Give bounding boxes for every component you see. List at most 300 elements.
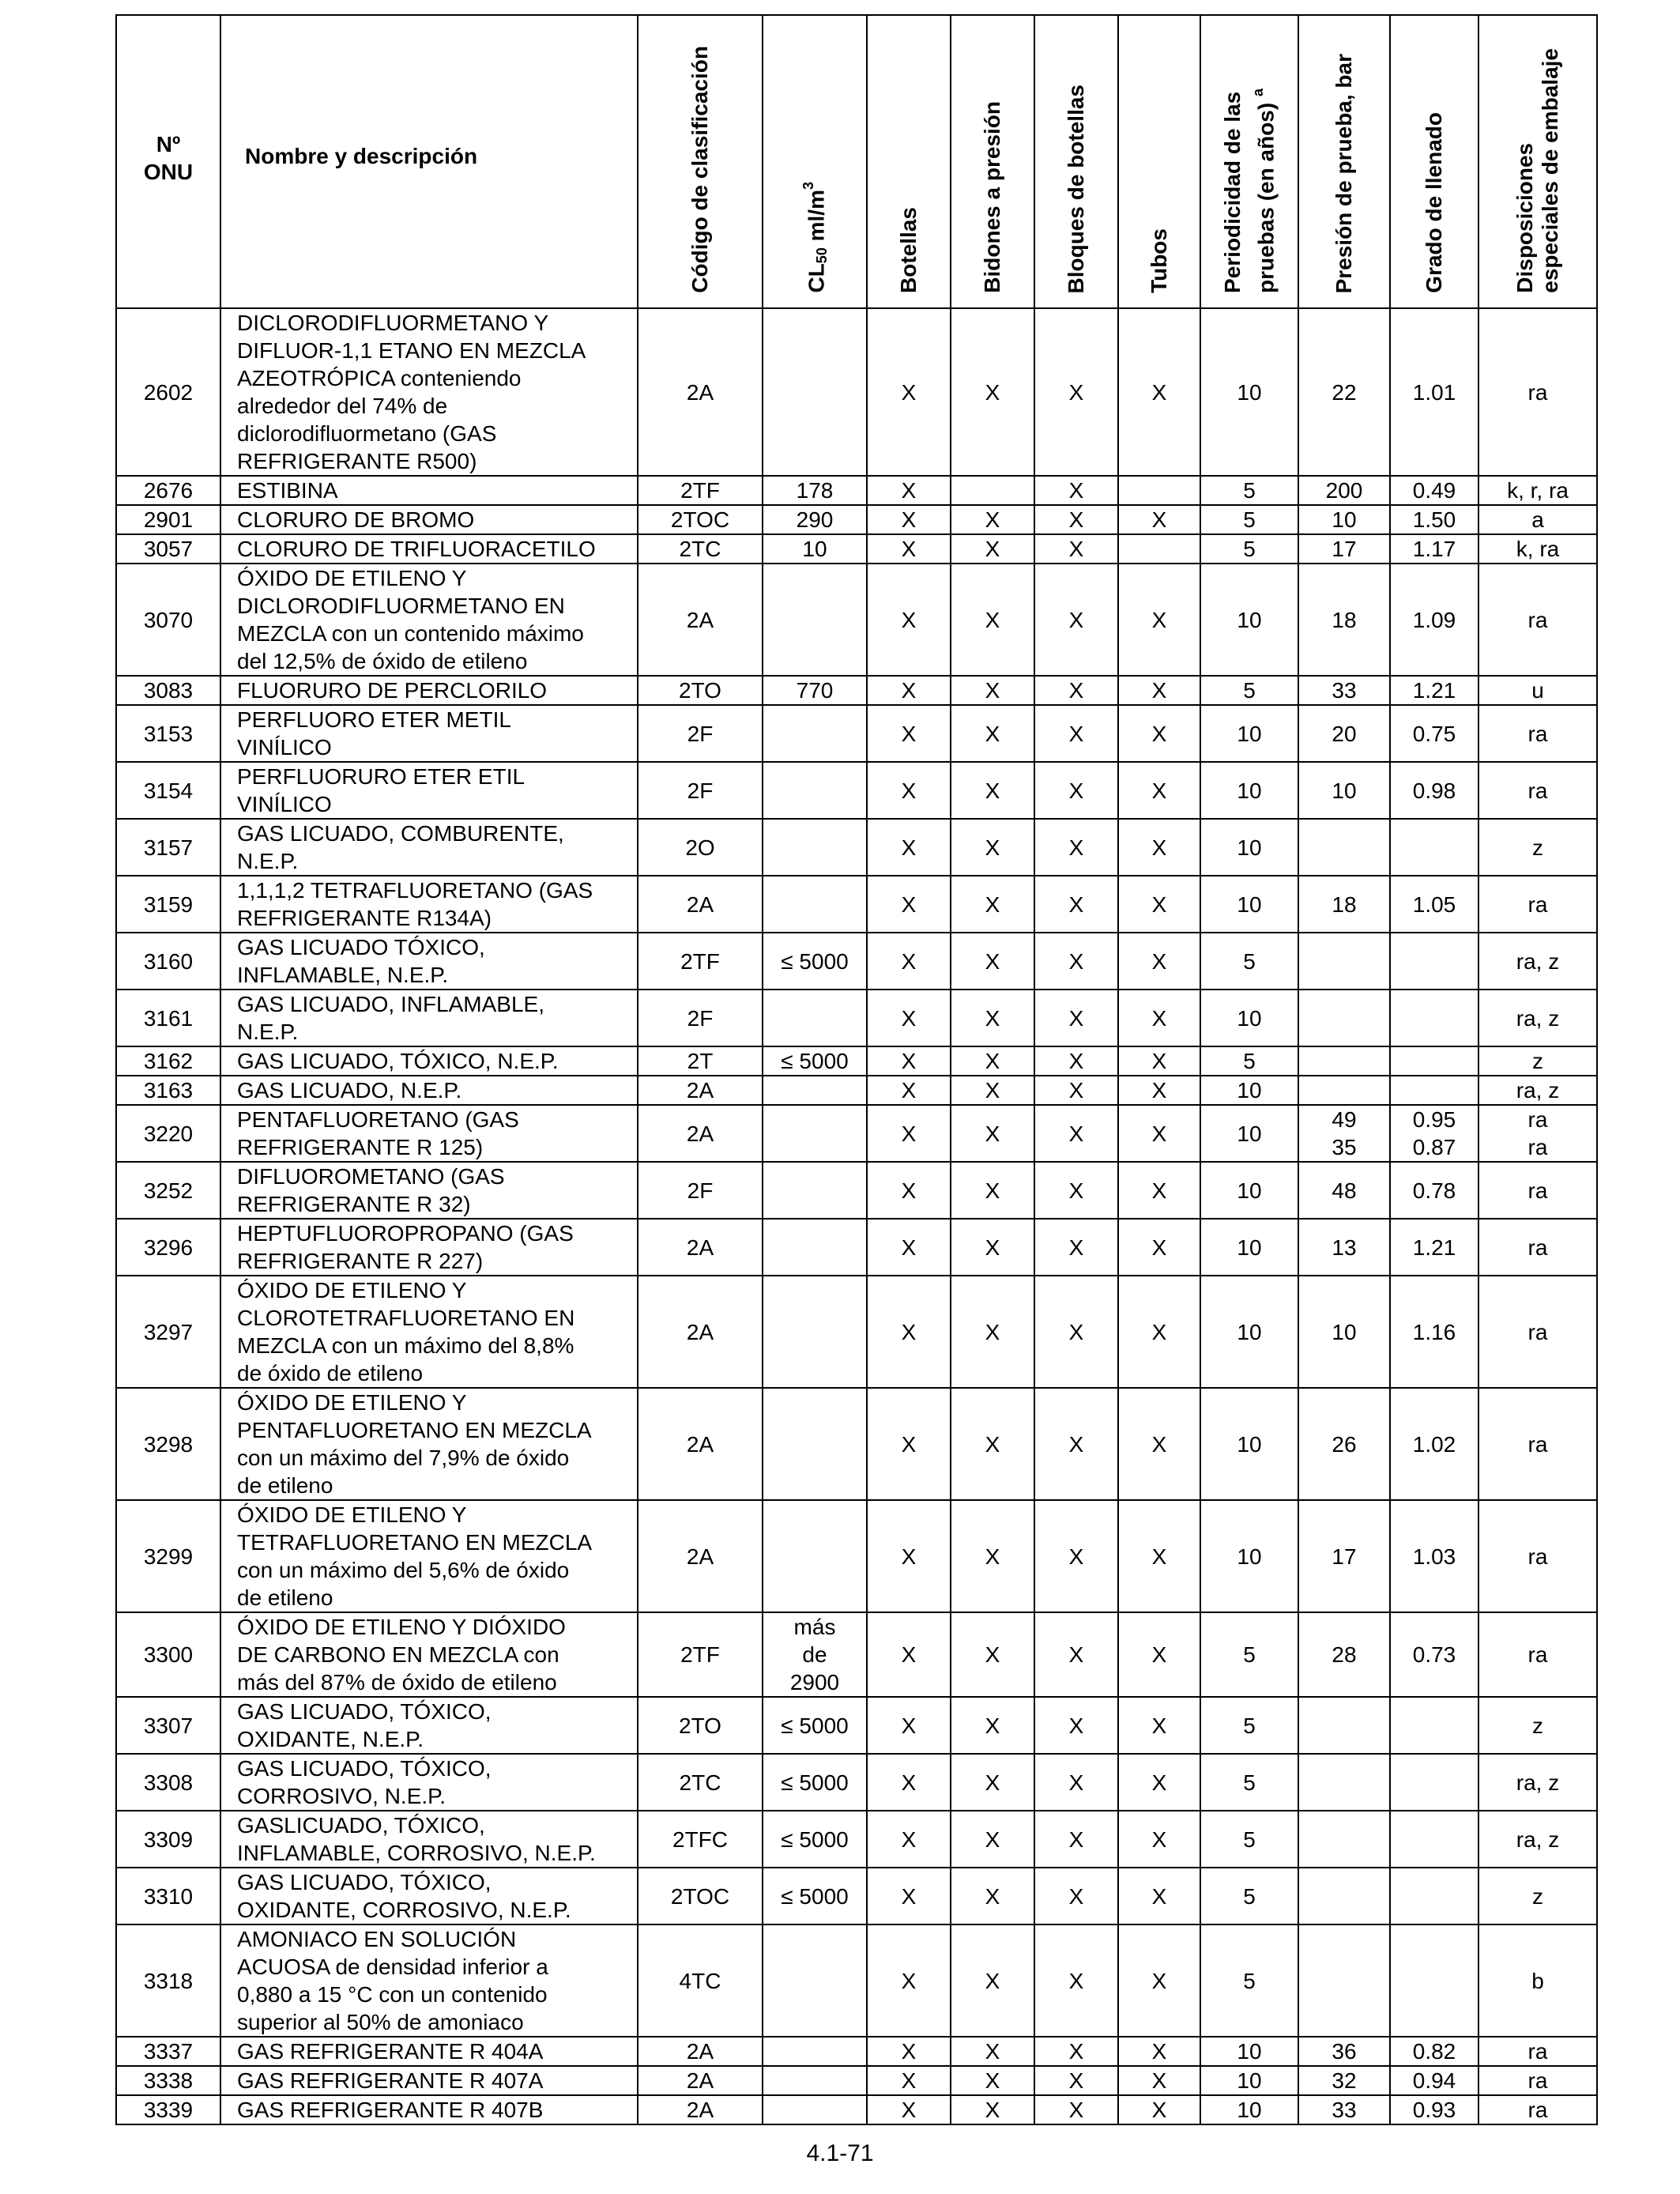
cell-pressure-drums: X [951,705,1034,762]
cell-name-line: CORROSIVO, N.E.P. [237,1784,446,1808]
cell-bundles: X [1034,308,1118,476]
header-bundles-label: Bloques de botellas [1064,84,1088,293]
cell-special-provisions [1478,705,1597,762]
cell-test-period: 10 [1200,2037,1298,2066]
header-classification-code-label: Código de clasificación [687,46,712,293]
cell-tubes: X [1118,1697,1200,1754]
cell-pressure-drums: X [951,1612,1034,1697]
header-pressure-drums-label: Bidones a presión [980,101,1004,293]
cell-tubes: X [1118,705,1200,762]
cell-classification-code: 2TO [638,1697,763,1754]
header-test-pressure [1298,15,1390,308]
cell-name-line: de etileno [237,1585,333,1610]
cell-un-number: 3160 [116,933,220,990]
cell-classification-code: 2A [638,1388,763,1500]
cell-name [220,933,638,990]
header-lc50-superscript: 3 [800,182,816,190]
cell-classification-code: 4TC [638,1924,763,2037]
cell-bundles: X [1034,1105,1118,1162]
cell-special-provisions [1478,476,1597,505]
cell-un-number: 2602 [116,308,220,476]
header-un-number [116,15,220,308]
cell-classification-code: 2TFC [638,1811,763,1868]
cell-test-period: 5 [1200,1612,1298,1697]
cell-filling-ratio-line: 1.09 [1412,607,1456,632]
cell-bundles: X [1034,1076,1118,1105]
cell-filling-ratio [1390,1105,1478,1162]
cell-name-line: AMONIACO EN SOLUCIÓN [237,1927,517,1951]
cell-name-line: TETRAFLUORETANO EN MEZCLA [237,1530,593,1555]
cell-filling-ratio-line: 1.02 [1412,1431,1456,1457]
cell-tubes: X [1118,1924,1200,2037]
cell-bundles: X [1034,1697,1118,1754]
cell-name-line: PENTAFLUORETANO (GAS [237,1107,519,1132]
cell-special-provisions [1478,1388,1597,1500]
cell-filling-ratio-line: 1.17 [1412,537,1456,561]
cell-test-pressure [1298,1612,1390,1697]
cell-un-number: 2901 [116,505,220,534]
cell-filling-ratio-line: 0.73 [1412,1642,1456,1667]
cell-test-pressure-line: 20 [1332,721,1357,746]
cell-test-pressure-line: 26 [1332,1431,1357,1457]
cell-bundles: X [1034,476,1118,505]
page-number: 4.1-71 [806,2140,874,2166]
cell-pressure-drums: X [951,564,1034,676]
cell-lc50 [763,476,867,505]
cell-test-pressure [1298,1162,1390,1219]
cell-un-number: 3337 [116,2037,220,2066]
cell-special-provisions [1478,819,1597,876]
cell-cylinders: X [867,1811,951,1868]
table-row [116,308,1597,476]
cell-filling-ratio [1390,1046,1478,1076]
cell-un-number: 3070 [116,564,220,676]
cell-name-line: del 12,5% de óxido de etileno [237,649,528,673]
cell-un-number: 2676 [116,476,220,505]
cell-classification-code: 2TOC [638,505,763,534]
cell-tubes: X [1118,2037,1200,2066]
header-special-provisions-label [1512,48,1563,293]
cell-name-line: MEZCLA con un máximo del 8,8% [237,1333,574,1358]
cell-test-pressure [1298,876,1390,933]
cell-lc50-line: 10 [802,537,827,561]
header-test-period-line-2: pruebas (en años) [1253,102,1279,293]
cell-test-period: 10 [1200,1076,1298,1105]
cell-test-pressure [1298,476,1390,505]
cell-test-period: 5 [1200,1868,1298,1924]
cell-special-provisions [1478,1500,1597,1612]
cell-name-line: GAS LICUADO, INFLAMABLE, [237,992,544,1016]
cell-special-provisions-line: ra [1527,1544,1548,1569]
cell-filling-ratio [1390,1388,1478,1500]
cell-un-number: 3299 [116,1500,220,1612]
cell-special-provisions-line: ra [1527,607,1548,632]
cell-test-pressure-line: 33 [1332,2098,1357,2122]
cell-test-period: 10 [1200,308,1298,476]
cell-name-line: más del 87% de óxido de etileno [237,1670,557,1695]
cell-test-pressure [1298,1219,1390,1276]
cell-bundles: X [1034,1811,1118,1868]
cell-un-number: 3083 [116,676,220,705]
cell-filling-ratio-line: 0.75 [1412,721,1456,746]
cell-special-provisions [1478,1811,1597,1868]
cell-name [220,876,638,933]
cell-special-provisions-line: a [1531,507,1544,532]
cell-filling-ratio [1390,1754,1478,1811]
cell-name-line: REFRIGERANTE R134A) [237,906,492,930]
cell-name [220,564,638,676]
cell-special-provisions-line: ra, z [1516,1078,1560,1103]
cell-cylinders: X [867,1868,951,1924]
cell-special-provisions-line: ra, z [1516,948,1560,974]
cell-classification-code: 2A [638,1276,763,1388]
cell-classification-code: 2TO [638,676,763,705]
cell-tubes: X [1118,1276,1200,1388]
cell-test-pressure-line: 10 [1332,778,1357,803]
cell-cylinders: X [867,1388,951,1500]
cell-lc50 [763,505,867,534]
cell-test-pressure [1298,1276,1390,1388]
cell-pressure-drums: X [951,1162,1034,1219]
header-lc50-prefix: CL [803,263,828,293]
cell-test-period: 5 [1200,476,1298,505]
cell-lc50 [763,2095,867,2124]
cell-pressure-drums: X [951,2095,1034,2124]
cell-bundles: X [1034,1754,1118,1811]
header-test-pressure-label: Presión de prueba, bar [1332,53,1356,293]
cell-name-line: con un máximo del 5,6% de óxido [237,1558,570,1582]
cell-classification-code: 2T [638,1046,763,1076]
cell-un-number: 3157 [116,819,220,876]
cell-bundles: X [1034,564,1118,676]
cell-filling-ratio-line: 1.03 [1412,1544,1456,1569]
cell-bundles: X [1034,2066,1118,2095]
cell-filling-ratio [1390,505,1478,534]
cell-name [220,2037,638,2066]
cell-filling-ratio [1390,1219,1478,1276]
cell-name [220,534,638,564]
header-tubes [1118,15,1200,308]
cell-special-provisions-line: k, r, ra [1507,478,1569,503]
cell-filling-ratio [1390,762,1478,819]
cell-lc50-line: ≤ 5000 [781,1049,849,1073]
table-row [116,762,1597,819]
cell-bundles: X [1034,1219,1118,1276]
cell-filling-ratio [1390,1612,1478,1697]
table-row [116,1500,1597,1612]
cell-name [220,1868,638,1924]
cell-special-provisions [1478,2095,1597,2124]
cell-special-provisions-line: z [1532,1883,1543,1909]
cell-name-line: GAS REFRIGERANTE R 407A [237,2068,544,2093]
cell-special-provisions [1478,1219,1597,1276]
header-lc50 [763,15,867,308]
cell-un-number: 3310 [116,1868,220,1924]
cell-tubes: X [1118,1388,1200,1500]
cell-filling-ratio [1390,1162,1478,1219]
cell-test-pressure [1298,990,1390,1046]
cell-name-line: ÓXIDO DE ETILENO Y [237,566,467,590]
cell-special-provisions-line: ra [1527,1135,1548,1159]
cell-test-pressure-line: 48 [1332,1178,1357,1203]
cell-filling-ratio [1390,308,1478,476]
cell-filling-ratio [1390,476,1478,505]
cell-classification-code: 2A [638,1076,763,1105]
cell-special-provisions-line: ra [1527,1107,1548,1132]
cell-special-provisions [1478,1754,1597,1811]
cell-name [220,1388,638,1500]
cell-filling-ratio-line: 0.94 [1412,2068,1456,2093]
cell-bundles: X [1034,990,1118,1046]
cell-filling-ratio [1390,534,1478,564]
cell-test-period: 5 [1200,676,1298,705]
cell-test-pressure [1298,1105,1390,1162]
cell-name-line: GAS REFRIGERANTE R 407B [237,2098,544,2122]
cell-filling-ratio [1390,1697,1478,1754]
cell-cylinders: X [867,1105,951,1162]
cell-cylinders: X [867,476,951,505]
cell-test-period: 5 [1200,933,1298,990]
cell-special-provisions [1478,1612,1597,1697]
cell-filling-ratio [1390,2037,1478,2066]
cell-special-provisions-line: z [1532,835,1543,860]
cell-name-line: ESTIBINA [237,478,338,503]
cell-filling-ratio-line: 1.50 [1412,507,1456,532]
cell-test-period: 5 [1200,1046,1298,1076]
cell-un-number: 3161 [116,990,220,1046]
cell-bundles: X [1034,1500,1118,1612]
cell-un-number: 3307 [116,1697,220,1754]
cell-test-pressure-line: 17 [1332,1544,1357,1569]
cell-test-pressure [1298,933,1390,990]
cell-name [220,1219,638,1276]
cell-lc50-line: ≤ 5000 [781,1883,849,1909]
cell-name-line: GASLICUADO, TÓXICO, [237,1813,485,1838]
table-row [116,1697,1597,1754]
table-row [116,2095,1597,2124]
cell-special-provisions [1478,308,1597,476]
cell-lc50-line: 178 [796,478,834,503]
header-test-period-label [1220,89,1279,293]
cell-cylinders: X [867,762,951,819]
cell-special-provisions [1478,1868,1597,1924]
cell-name [220,1811,638,1868]
cell-tubes: X [1118,1076,1200,1105]
table-row [116,819,1597,876]
cell-name-line: FLUORURO DE PERCLORILO [237,678,548,703]
cell-test-period: 10 [1200,819,1298,876]
cell-name-line: DE CARBONO EN MEZCLA con [237,1642,559,1667]
cell-lc50-line: 290 [796,507,834,532]
cell-pressure-drums: X [951,762,1034,819]
cell-name-line: ÓXIDO DE ETILENO Y [237,1390,467,1415]
cell-special-provisions-line: ra [1527,1235,1548,1260]
header-un-number-line-2: ONU [143,159,194,184]
cell-un-number: 3309 [116,1811,220,1868]
cell-name-line: HEPTUFLUOROPROPANO (GAS [237,1221,574,1246]
cell-classification-code: 2TF [638,476,763,505]
cell-cylinders: X [867,819,951,876]
cell-test-pressure [1298,564,1390,676]
cell-special-provisions-line: ra [1527,2039,1548,2064]
cell-tubes: X [1118,564,1200,676]
cell-special-provisions-line: ra, z [1516,1005,1560,1031]
cell-cylinders: X [867,534,951,564]
table-row [116,476,1597,505]
cell-tubes: X [1118,2066,1200,2095]
cell-filling-ratio [1390,2066,1478,2095]
cell-filling-ratio-line: 0.95 [1412,1107,1456,1132]
cell-bundles: X [1034,1162,1118,1219]
cell-cylinders: X [867,990,951,1046]
cell-test-pressure-line: 17 [1332,537,1357,561]
cell-name [220,1276,638,1388]
cell-classification-code: 2A [638,1105,763,1162]
table-row [116,1105,1597,1162]
table-row [116,1868,1597,1924]
cell-bundles: X [1034,705,1118,762]
cell-test-period: 10 [1200,1500,1298,1612]
cell-filling-ratio-line: 0.87 [1412,1135,1456,1159]
cell-name-line: superior al 50% de amoniaco [237,2010,524,2034]
table-row [116,1388,1597,1500]
cell-name-line: CLOROTETRAFLUORETANO EN [237,1306,575,1330]
cell-name [220,1076,638,1105]
cell-test-pressure [1298,2066,1390,2095]
cell-special-provisions [1478,1276,1597,1388]
table-row [116,1612,1597,1697]
cell-name-line: REFRIGERANTE R 227) [237,1249,484,1273]
cell-filling-ratio [1390,990,1478,1046]
cell-tubes: X [1118,1811,1200,1868]
cell-bundles: X [1034,676,1118,705]
cell-un-number: 3296 [116,1219,220,1276]
cell-cylinders: X [867,308,951,476]
cell-cylinders: X [867,2037,951,2066]
table-row [116,876,1597,933]
cell-test-pressure-line: 49 [1332,1107,1357,1132]
header-special-provisions-line-1: Disposiciones [1512,143,1537,293]
cell-lc50-line: ≤ 5000 [781,1770,849,1795]
cell-special-provisions-line: ra [1527,1642,1548,1667]
cell-pressure-drums: X [951,308,1034,476]
cell-name-line: CLORURO DE TRIFLUORACETILO [237,537,596,561]
cell-cylinders: X [867,1697,951,1754]
cell-classification-code: 2A [638,2095,763,2124]
cell-test-period: 10 [1200,564,1298,676]
cell-lc50 [763,819,867,876]
cell-un-number: 3162 [116,1046,220,1076]
cell-lc50 [763,1276,867,1388]
cell-filling-ratio-line: 0.78 [1412,1178,1456,1203]
cell-cylinders: X [867,1754,951,1811]
cell-test-pressure-line: 13 [1332,1235,1357,1260]
cell-tubes: X [1118,1162,1200,1219]
cell-bundles: X [1034,505,1118,534]
cell-pressure-drums: X [951,2066,1034,2095]
cell-tubes: X [1118,1500,1200,1612]
cell-name-line: PERFLUORURO ETER ETIL [237,764,525,789]
cell-test-period: 5 [1200,505,1298,534]
cell-name-line: GAS LICUADO, TÓXICO, [237,1756,492,1781]
cell-un-number: 3220 [116,1105,220,1162]
cell-name-line: GAS REFRIGERANTE R 404A [237,2039,544,2064]
cell-lc50 [763,762,867,819]
header-name: Nombre y descripción [220,15,638,308]
cell-classification-code: 2A [638,1500,763,1612]
cell-bundles: X [1034,1612,1118,1697]
cell-cylinders: X [867,1612,951,1697]
cell-test-period: 5 [1200,1811,1298,1868]
cell-classification-code: 2F [638,1162,763,1219]
cell-test-pressure [1298,505,1390,534]
table-row [116,1046,1597,1076]
cell-name-line: PENTAFLUORETANO EN MEZCLA [237,1418,592,1442]
cell-bundles: X [1034,762,1118,819]
cell-name [220,505,638,534]
header-un-number-line-1: Nº [156,131,181,156]
cell-filling-ratio-line: 1.21 [1412,678,1456,703]
cell-classification-code: 2F [638,705,763,762]
cell-pressure-drums: X [951,819,1034,876]
cell-test-period: 10 [1200,705,1298,762]
header-test-period-note: a [1249,89,1266,97]
cell-name-line: 0,880 a 15 °C con un contenido [237,1982,548,2007]
cell-cylinders: X [867,1219,951,1276]
cell-test-period: 10 [1200,2095,1298,2124]
cell-lc50-line: más [793,1615,836,1639]
cell-cylinders: X [867,1924,951,2037]
cell-special-provisions [1478,1162,1597,1219]
cell-lc50 [763,876,867,933]
cell-classification-code: 2A [638,1219,763,1276]
cell-special-provisions-line: k, ra [1516,537,1560,561]
cell-filling-ratio [1390,1924,1478,2037]
table-row [116,1076,1597,1105]
cell-special-provisions [1478,1697,1597,1754]
cell-name [220,676,638,705]
cell-name-line: REFRIGERANTE R 125) [237,1135,484,1159]
cell-test-pressure [1298,1868,1390,1924]
cell-tubes: X [1118,308,1200,476]
cell-name-line: DICLORODIFLUORMETANO Y [237,311,549,335]
cell-cylinders: X [867,705,951,762]
cell-pressure-drums: X [951,1276,1034,1388]
cell-test-pressure [1298,1924,1390,2037]
cell-cylinders: X [867,1046,951,1076]
cell-bundles: X [1034,1388,1118,1500]
cell-filling-ratio [1390,933,1478,990]
cell-pressure-drums: X [951,990,1034,1046]
cell-name-line: diclorodifluormetano (GAS [237,421,497,446]
cell-test-pressure-line: 33 [1332,678,1357,703]
cell-name-line: N.E.P. [237,1020,299,1044]
cell-special-provisions-line: u [1531,678,1544,703]
cell-un-number: 3252 [116,1162,220,1219]
cell-test-period: 10 [1200,876,1298,933]
header-lc50-label [796,182,834,293]
cell-lc50-line: 2900 [789,1670,840,1695]
cell-lc50 [763,933,867,990]
table-row [116,2037,1597,2066]
cell-tubes: X [1118,2095,1200,2124]
cell-pressure-drums: X [951,1105,1034,1162]
cell-un-number: 3300 [116,1612,220,1697]
cell-pressure-drums: X [951,505,1034,534]
cell-filling-ratio [1390,705,1478,762]
cell-name-line: PERFLUORO ETER METIL [237,707,511,732]
cell-tubes: X [1118,1105,1200,1162]
